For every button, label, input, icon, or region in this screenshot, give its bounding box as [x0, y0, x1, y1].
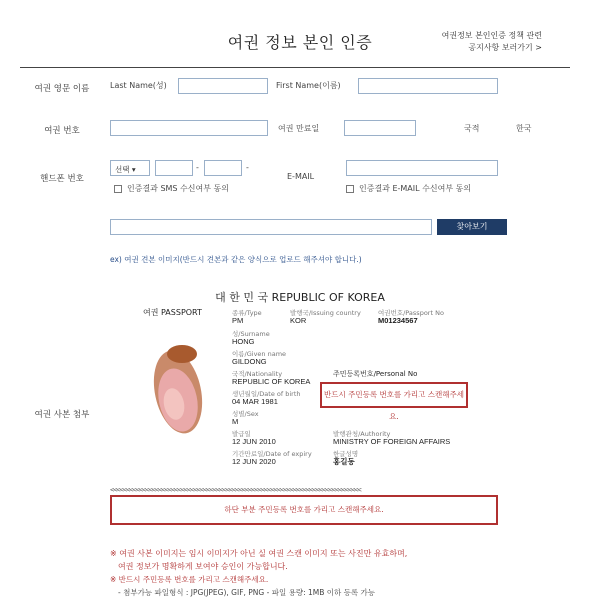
dob-value: 04 MAR 1981 [232, 397, 278, 406]
dob-field [232, 390, 301, 406]
warning-line-1: ※ 여권 사본 이미지는 임시 이미지가 아닌 실 여권 스캔 이미지 또는 사진만 유효하며, [110, 549, 408, 558]
sex-value: M [232, 417, 239, 426]
page-title: 여권 정보 본인 인증 [227, 33, 373, 52]
email-input[interactable] [346, 160, 498, 176]
nationality-value: 한국 [516, 124, 532, 133]
surname-label: 성/Surname [232, 330, 270, 338]
phone-label: 핸드폰 번호 [40, 174, 84, 184]
header-divider [20, 67, 570, 68]
surname-field [232, 330, 270, 346]
type-value: PM [232, 316, 244, 325]
upload-hint: ex) 여권 견본 이미지(반드시 견본과 같은 양식으로 업로드 해주셔야 합니다.) [110, 255, 362, 264]
sms-consent-label: 인증결과 SMS 수신여부 동의 [127, 184, 229, 193]
nationality-label: 국적 [464, 124, 480, 133]
file-format-note: - 첨부가능 파일형식 : JPG(JPEG), GIF, PNG - 파일 용량: 1MB 이하 등록 가능 [118, 588, 375, 597]
policy-notice-link[interactable] [442, 30, 542, 54]
pp-nationality-label: 국적/Nationality [232, 370, 283, 378]
mrz-line: <<<<<<<<<<<<<<<<<<<<<<<<<<<<<<<<<<<<<<<<<<<<<<<<<<<<<<<<<<<<<<<<<<<<<<<<<<<<<< [110, 486, 361, 494]
expiry-input[interactable] [344, 120, 416, 136]
checkbox-icon [114, 185, 122, 193]
phone-dash-2: - [246, 163, 249, 172]
signature-label: 한글성명 [333, 450, 359, 458]
issuing-value: KOR [290, 316, 307, 325]
first-name-input[interactable] [358, 78, 498, 94]
passno-value: M01234567 [378, 316, 418, 325]
issue-field [232, 430, 276, 446]
given-label: 이름/Given name [232, 350, 287, 358]
phone-dash-1: - [196, 163, 199, 172]
expiry-field [232, 450, 312, 466]
first-name-label: First Name(이름) [276, 81, 341, 90]
sex-label: 성별/Sex [232, 410, 259, 418]
expiry-label: 여권 만료일 [278, 124, 320, 133]
passport-doc-label: 여권 PASSPORT [143, 308, 202, 317]
sex-field [232, 410, 259, 426]
phone-prefix-select[interactable]: 선택 ▾ [110, 160, 150, 176]
rrn-cover-notice: 반드시 주민등록 번호를 가리고 스캔해주세요. [320, 382, 468, 408]
dob-label: 생년월일/Date of birth [232, 390, 301, 398]
last-name-input[interactable] [178, 78, 268, 94]
browse-button[interactable]: 찾아보기 [437, 219, 507, 235]
authority-value: MINISTRY OF FOREIGN AFFAIRS [333, 437, 451, 446]
sms-consent-checkbox[interactable] [114, 183, 229, 194]
passport-photo [140, 338, 220, 438]
passport-no-input[interactable] [110, 120, 268, 136]
issuing-field [290, 309, 361, 325]
notice-line-2: 공지사항 보러가기 > [468, 43, 542, 52]
copy-row-label: 여권 사본 첨부 [34, 410, 90, 420]
email-consent-checkbox[interactable] [346, 183, 471, 194]
checkbox-icon [346, 185, 354, 193]
signature-value: 홍길동 [333, 457, 355, 466]
passno-field [378, 309, 444, 325]
pp-nationality-value: REPUBLIC OF KOREA [232, 377, 311, 386]
pp-expiry-label: 기간만료일/Date of expiry [232, 450, 312, 458]
nationality-field [232, 370, 310, 386]
phone-last-input[interactable] [204, 160, 242, 176]
pp-expiry-value: 12 JUN 2020 [232, 457, 276, 466]
issuing-label: 발행국/Issuing country [290, 309, 361, 317]
bottom-cover-notice: 하단 부분 주민등록 번호를 가리고 스캔해주세요. [110, 495, 498, 525]
issue-value: 12 JUN 2010 [232, 437, 276, 446]
type-field [232, 309, 262, 325]
passno-label: 여권번호/Passport No [378, 309, 444, 317]
email-consent-label: 인증결과 E-MAIL 수신여부 동의 [359, 184, 472, 193]
last-name-label: Last Name(성) [110, 81, 167, 90]
email-label: E-MAIL [287, 172, 315, 181]
issue-label: 발급일 [232, 430, 251, 438]
warning-line-3: ※ 반드시 주민등록 번호를 가리고 스캔해주세요. [110, 575, 269, 584]
authority-field [333, 430, 450, 446]
notice-line-1: 여권정보 본인인증 정책 관련 [441, 31, 542, 40]
name-row-label: 여권 영문 이름 [34, 84, 90, 94]
passport-no-label: 여권 번호 [44, 126, 80, 136]
rrn-label: 주민등록번호/Personal No [333, 370, 418, 378]
warning-line-2: 여권 정보가 명확하게 보여야 승인이 가능합니다. [118, 562, 288, 571]
given-value: GILDONG [232, 357, 267, 366]
type-label: 종류/Type [232, 309, 262, 317]
passport-country-title: 대 한 민 국 REPUBLIC OF KOREA [215, 291, 385, 304]
file-path-input[interactable] [110, 219, 432, 235]
signature-field [333, 450, 358, 466]
surname-value: HONG [232, 337, 255, 346]
given-field [232, 350, 286, 366]
phone-middle-input[interactable] [155, 160, 193, 176]
authority-label: 발행관청/Authority [333, 430, 391, 438]
